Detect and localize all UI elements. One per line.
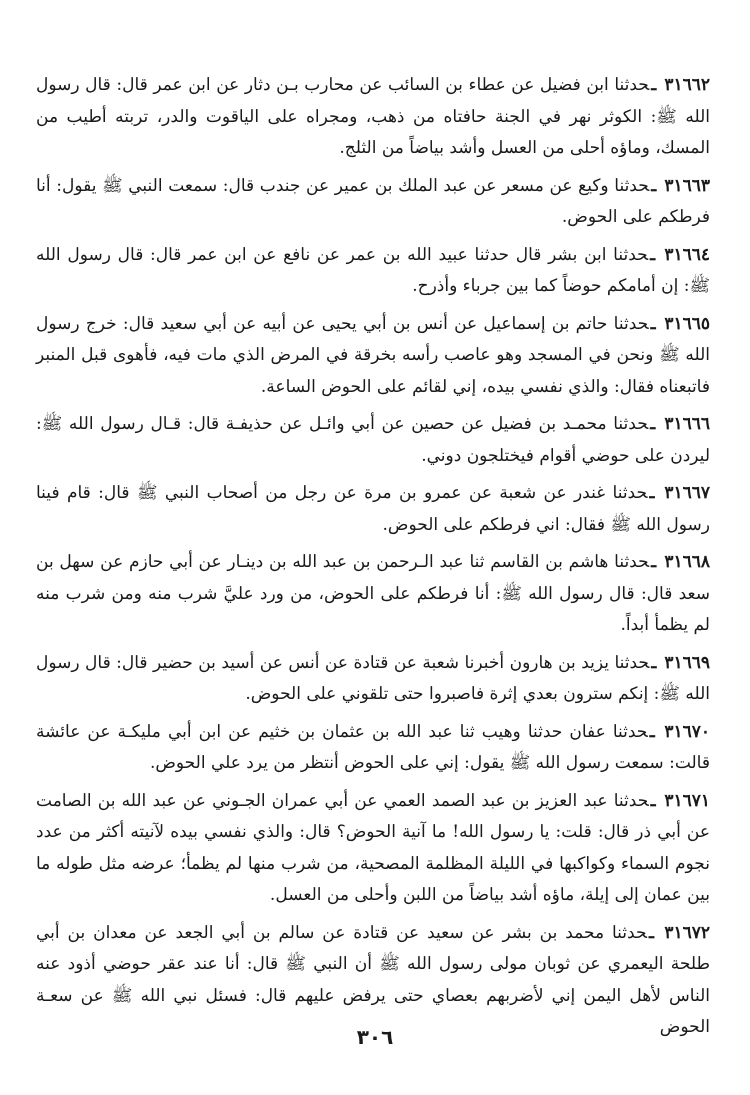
- page-number: ٣٠٦: [356, 1025, 394, 1049]
- dash-separator: ـ: [650, 414, 663, 434]
- dash-separator: ـ: [651, 652, 663, 673]
- hadith-number: ٣١٦٦٨: [664, 552, 711, 572]
- dash-separator: ـ: [651, 75, 663, 95]
- hadith-number: ٣١٦٦٣: [664, 175, 710, 196]
- hadith-entry: [36, 309, 710, 410]
- hadith-number: ٣١٦٦٢: [664, 75, 710, 95]
- hadith-text: حدثنا محمد بن بشر عن سعيد عن قتادة عن سالم بن أبي الجعد عن معدان بن أبي طلحة اليعمري عن ثوبان مولى رسول الله ﷺ أن النبي ﷺ قال: أنا عند عقر حوضي أذود عنه الناس لأهل اليمن إني لأضربهم بعصاي حتى يرفض عليهم قال: فسئل نبي الله ﷺ عن سعـة الحوض: [36, 922, 710, 1037]
- hadith-text: حدثنا عبد العزيز بن عبد الصمد العمي عن أبي عمران الجـوني عن عبد الله بن الصامت عن أبي ذر قال: قلت: يا رسول الله! ما آنية الحوض؟ قال: والذي نفسي بيده لآنيته أكثر من عدد نجوم السماء وكواكبها في الليلة المظلمة المصحية، من شرب منها لم يظمأ؛ عرضه مثل طوله ما بين عمان إلى إيلة، ماؤه أشد بياضاً من اللبن وأحلى من العسل.: [36, 790, 710, 905]
- hadith-entry: [36, 171, 710, 240]
- dash-separator: ـ: [650, 313, 663, 334]
- hadith-entry: [36, 70, 710, 171]
- hadith-number: ٣١٦٦٧: [664, 483, 710, 503]
- hadith-number: ٣١٦٦٤: [664, 244, 710, 265]
- hadith-text: حدثنا غندر عن شعبة عن عمرو بن مرة عن رجل من أصحاب النبي ﷺ قال: قام فينا رسول الله ﷺ فقال: اني فرطكم على الحوض.: [36, 483, 710, 535]
- dash-separator: ـ: [650, 244, 663, 265]
- hadith-number: ٣١٦٧٢: [664, 922, 710, 943]
- hadith-entry: [36, 478, 710, 547]
- hadith-number: ٣١٦٦٥: [664, 313, 710, 334]
- hadith-entry: [36, 717, 710, 786]
- hadith-entry: [36, 547, 710, 648]
- hadith-entry: [36, 409, 710, 478]
- dash-separator: ـ: [649, 483, 663, 503]
- hadith-text: حدثنا ابن فضيل عن عطاء بن السائب عن محارب بـن دثار عن ابن عمر قال: قال رسول الله ﷺ: الكوثر نهر في الجنة حافتاه من ذهب، ومجراه على الياقوت والدر، تربته أطيب من المسك، وماؤه أحلى من العسل وأشد بياضاً من الثلج.: [36, 75, 710, 158]
- hadith-number: ٣١٦٦٩: [664, 652, 710, 673]
- hadith-text: حدثنا عفان حدثنا وهيب ثنا عبد الله بن عثمان بن خثيم عن ابن أبي مليكـة عن عائشة قالت: سمعت رسول الله ﷺ يقول: إني على الحوض أنتظر من يرد علي الحوض.: [36, 721, 710, 773]
- hadith-text: حدثنا محمـد بن فضيل عن حصين عن أبي وائـل عن حذيفـة قال: قـال رسول الله ﷺ: ليردن على حوضي أقوام فيختلجون دوني.: [36, 414, 710, 466]
- dash-separator: ـ: [648, 922, 663, 943]
- hadith-list: [36, 70, 710, 1050]
- hadith-text: حدثنا ابن بشر قال حدثنا عبيد الله بن عمر عن نافع عن ابن عمر قال: قال رسول الله ﷺ: إن أمامكم حوضاً كما بين جرباء وأذرح.: [36, 244, 710, 296]
- hadith-text: حدثنا يزيد بن هارون أخبرنا شعبة عن قتادة عن أنس عن أسيد بن حضير قال: قال رسول الله ﷺ: إنكم سترون بعدي إثرة فاصبروا حتى تلقوني على الحوض.: [36, 652, 710, 704]
- dash-separator: ـ: [651, 175, 663, 196]
- hadith-text: حدثنا وكيع عن مسعر عن عبد الملك بن عمير عن جندب قال: سمعت النبي ﷺ يقول: أنا فرطكم على الحوض.: [36, 175, 710, 227]
- dash-separator: ـ: [651, 552, 663, 572]
- hadith-text: حدثنا حاتم بن إسماعيل عن أنس بن أبي يحيى عن أبيه عن أبي سعيد قال: خرج رسول الله ﷺ ونحن في المسجد وهو عاصب رأسه بخرقة في المرض الذي مات فيه، فأهوى قبل المنبر فاتبعناه فقال: والذي نفسي بيده، إني لقائم على الحوض الساعة.: [36, 313, 710, 397]
- hadith-number: ٣١٦٧٠: [664, 721, 710, 742]
- hadith-entry: [36, 648, 710, 717]
- hadith-number: ٣١٦٧١: [664, 790, 710, 811]
- hadith-entry: [36, 786, 710, 918]
- hadith-number: ٣١٦٦٦: [664, 414, 710, 434]
- dash-separator: ـ: [649, 721, 663, 742]
- hadith-entry: [36, 240, 710, 309]
- hadith-text: حدثنا هاشم بن القاسم ثنا عبد الـرحمن بن عبد الله بن دينـار عن أبي حازم عن سهل بن سعد قال: قال رسول الله ﷺ: أنا فرطكم على الحوض، من ورد عليَّ شرب منه ومن شرب منه لم يظمأ أبداً.: [36, 552, 710, 635]
- dash-separator: ـ: [650, 790, 663, 811]
